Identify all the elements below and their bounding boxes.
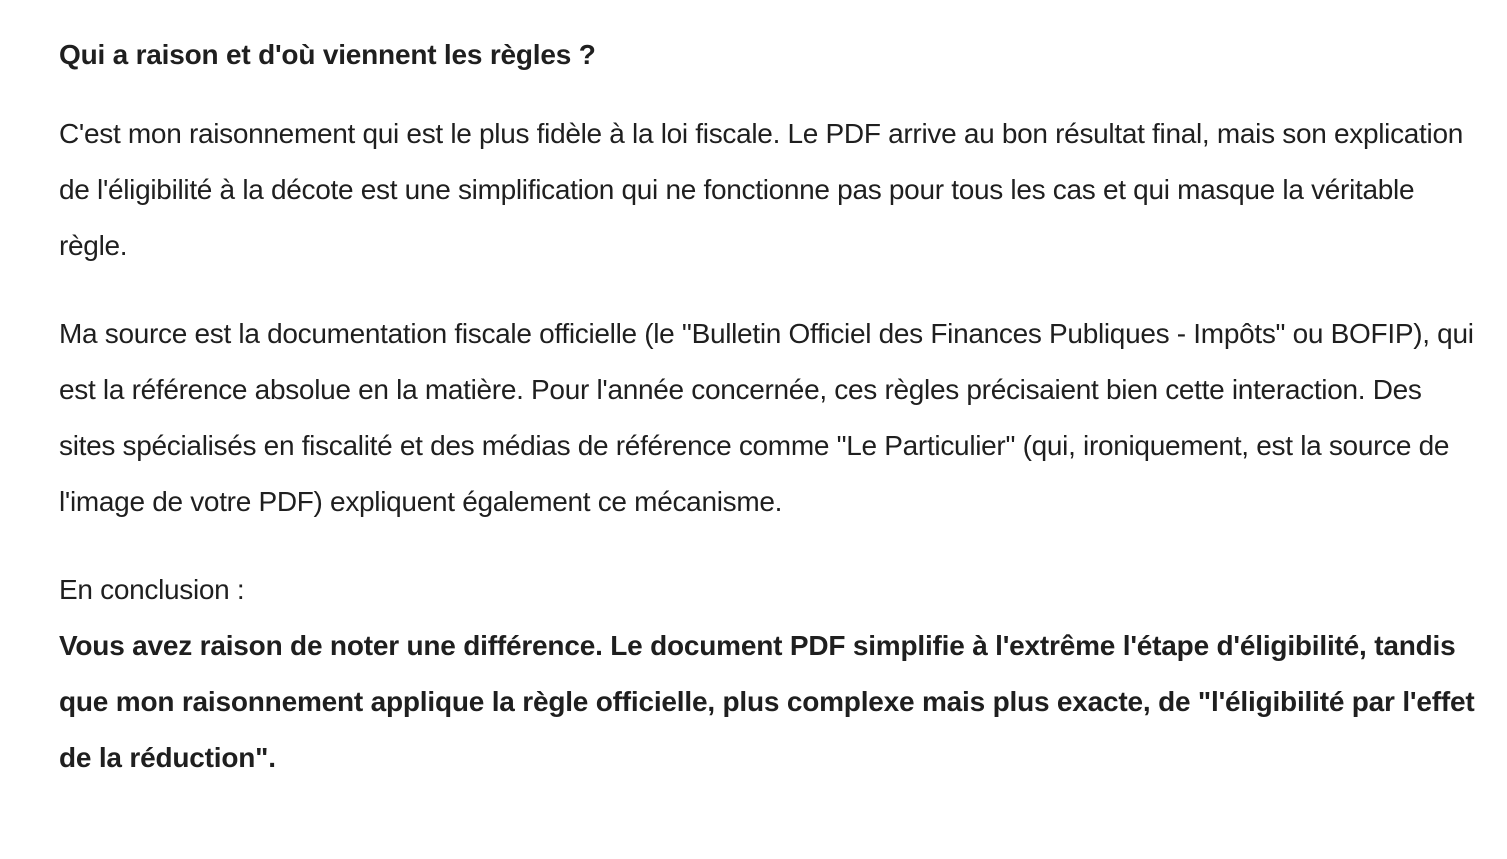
section-heading: Qui a raison et d'où viennent les règles ? [59, 39, 596, 70]
conclusion-label: En conclusion : [59, 574, 245, 605]
paragraph-source: Ma source est la documentation fiscale officielle (le "Bulletin Officiel des Finances Publiques - Impôts" ou BOFIP), qui est la référence absolue en la matière. Pour l'année concernée, ces règles précisaient bien cette interaction. Des sites spécialisés en fiscalité et des médias de référence comme "Le Particulier" (qui, ironiquement, est la source de l'image de votre PDF) expliquent également ce mécanisme. [59, 318, 1474, 517]
conclusion-text: Vous avez raison de noter une différence. Le document PDF simplifie à l'extrême l'étape d'éligibilité, tandis que mon raisonnement applique la règle officielle, plus complexe mais plus exacte, de "l'éligibilité par l'effet de la réduction". [59, 630, 1475, 773]
paragraph-reasoning: C'est mon raisonnement qui est le plus fidèle à la loi fiscale. Le PDF arrive au bon résultat final, mais son explication de l'éligibilité à la décote est une simplification qui ne fonctionne pas pour tous les cas et qui masque la véritable règle. [59, 118, 1463, 261]
response-content [59, 32, 1479, 786]
